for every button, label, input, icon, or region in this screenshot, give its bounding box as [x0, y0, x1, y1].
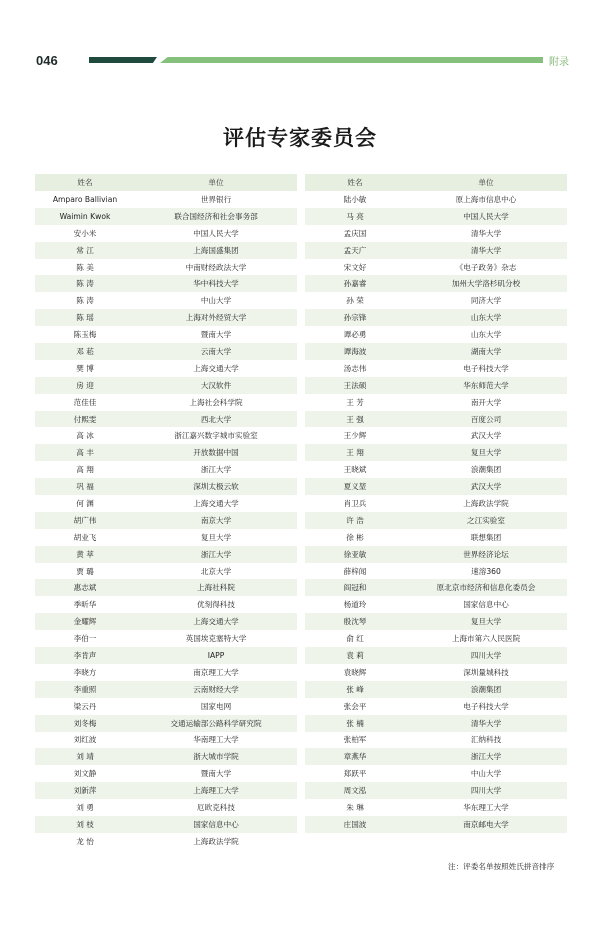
member-name: 刘文静	[35, 765, 135, 782]
member-name: 何 渊	[35, 495, 135, 512]
member-name: 王 强	[305, 411, 405, 428]
table-row	[305, 664, 567, 681]
member-name: 杨道玲	[305, 596, 405, 613]
member-name: Waimin Kwok	[35, 208, 135, 225]
table-row	[305, 563, 567, 580]
member-name: 黄 萃	[35, 546, 135, 563]
member-name: 王少辉	[305, 427, 405, 444]
table-row	[305, 394, 567, 411]
committee-table-left	[35, 174, 297, 850]
member-unit: 国家信息中心	[135, 816, 297, 833]
table-row	[35, 782, 297, 799]
table-header-row	[305, 174, 567, 191]
member-name: 阎冠和	[305, 579, 405, 596]
table-row	[35, 495, 297, 512]
member-unit: 北京大学	[135, 563, 297, 580]
page-title: 评估专家委员会	[223, 126, 377, 150]
header-bar-dark	[89, 57, 157, 63]
member-unit: 上海交通大学	[135, 360, 297, 377]
member-name: 张会平	[305, 698, 405, 715]
member-unit: 中南财经政法大学	[135, 259, 297, 276]
table-row	[35, 444, 297, 461]
table-row	[305, 343, 567, 360]
member-name: 汤志伟	[305, 360, 405, 377]
member-unit: 云南财经大学	[135, 681, 297, 698]
member-name: 周文泓	[305, 782, 405, 799]
member-name: 薛梓闻	[305, 563, 405, 580]
member-name: 夏义堃	[305, 478, 405, 495]
member-name: 李肯声	[35, 647, 135, 664]
table-row	[35, 816, 297, 833]
member-unit: 深圳量城科技	[405, 664, 567, 681]
member-unit: 浙大城市学院	[135, 748, 297, 765]
member-unit: 中国人民大学	[135, 225, 297, 242]
footnote: 注：评委名单按照姓氏拼音排序	[448, 862, 555, 871]
table-row	[35, 309, 297, 326]
member-name: 陆小敏	[305, 191, 405, 208]
member-unit: 联想集团	[405, 529, 567, 546]
table-row	[35, 596, 297, 613]
table-header-row	[35, 174, 297, 191]
table-row	[305, 732, 567, 749]
member-name: 刘冬梅	[35, 715, 135, 732]
table-row	[305, 546, 567, 563]
member-name: 陈 瑶	[35, 309, 135, 326]
table-row	[35, 275, 297, 292]
member-name: 王 芳	[305, 394, 405, 411]
member-name: 宋文好	[305, 259, 405, 276]
table-row	[305, 309, 567, 326]
table-row	[35, 427, 297, 444]
member-unit: 国家电网	[135, 698, 297, 715]
member-unit: 云南大学	[135, 343, 297, 360]
member-unit: 西北大学	[135, 411, 297, 428]
member-unit: 四川大学	[405, 782, 567, 799]
member-unit: 交通运输部公路科学研究院	[135, 715, 297, 732]
member-unit: 华中科技大学	[135, 275, 297, 292]
member-name: 袁 莉	[305, 647, 405, 664]
table-row	[305, 478, 567, 495]
table-row	[305, 613, 567, 630]
table-row	[305, 326, 567, 343]
member-name: 孟天广	[305, 242, 405, 259]
member-unit: 英国埃克塞特大学	[135, 630, 297, 647]
member-unit: 加州大学洛杉矶分校	[405, 275, 567, 292]
member-name: 张 楠	[305, 715, 405, 732]
member-name: 李伯一	[35, 630, 135, 647]
table-row	[35, 326, 297, 343]
member-unit: 南开大学	[405, 394, 567, 411]
member-unit: 浙江大学	[135, 546, 297, 563]
member-name: 王晓斌	[305, 461, 405, 478]
member-unit: 上海政法学院	[405, 495, 567, 512]
committee-table-right	[305, 174, 567, 833]
member-unit: 开放数据中国	[135, 444, 297, 461]
member-unit: 山东大学	[405, 326, 567, 343]
member-name: 马 亮	[305, 208, 405, 225]
table-row	[35, 461, 297, 478]
member-name: 金耀辉	[35, 613, 135, 630]
member-name: 王法硕	[305, 377, 405, 394]
table-row	[305, 461, 567, 478]
table-row	[35, 225, 297, 242]
member-unit: 武汉大学	[405, 427, 567, 444]
member-unit: 浙江大学	[405, 748, 567, 765]
table-row	[35, 478, 297, 495]
table-row	[35, 698, 297, 715]
table-row	[35, 512, 297, 529]
member-name: 殷沈琴	[305, 613, 405, 630]
member-unit: 上海社会科学院	[135, 394, 297, 411]
table-row	[35, 242, 297, 259]
table-row	[305, 411, 567, 428]
member-name: 孙宗锋	[305, 309, 405, 326]
member-name: 付熙雯	[35, 411, 135, 428]
member-name: 高 冰	[35, 427, 135, 444]
table-row	[35, 579, 297, 596]
member-name: 李重照	[35, 681, 135, 698]
member-unit: 华东师范大学	[405, 377, 567, 394]
member-unit: 同济大学	[405, 292, 567, 309]
table-row	[305, 208, 567, 225]
table-row	[305, 259, 567, 276]
table-row	[305, 512, 567, 529]
member-unit: 复旦大学	[135, 529, 297, 546]
member-unit: 暨南大学	[135, 326, 297, 343]
member-unit: 中山大学	[405, 765, 567, 782]
unit-column-header: 单位	[405, 174, 567, 191]
member-name: 胡广伟	[35, 512, 135, 529]
table-row	[35, 191, 297, 208]
member-name: 张柏军	[305, 732, 405, 749]
member-unit: 华南理工大学	[135, 732, 297, 749]
table-body-right	[305, 191, 567, 833]
member-name: 谭必勇	[305, 326, 405, 343]
member-name: 王 翔	[305, 444, 405, 461]
member-unit: 上海理工大学	[135, 782, 297, 799]
member-unit: 上海国盛集团	[135, 242, 297, 259]
member-unit: 清华大学	[405, 242, 567, 259]
member-unit: 中山大学	[135, 292, 297, 309]
member-unit: 华东理工大学	[405, 799, 567, 816]
member-name: 许 浩	[305, 512, 405, 529]
table-row	[305, 782, 567, 799]
member-name: 常 江	[35, 242, 135, 259]
member-unit: 浙江大学	[135, 461, 297, 478]
table-row	[35, 664, 297, 681]
member-unit: 百度公司	[405, 411, 567, 428]
member-name: 孟庆国	[305, 225, 405, 242]
table-row	[305, 242, 567, 259]
member-unit: 上海社科院	[135, 579, 297, 596]
member-name: 朱 琳	[305, 799, 405, 816]
table-row	[305, 427, 567, 444]
table-row	[305, 292, 567, 309]
table-row	[305, 495, 567, 512]
member-unit: 《电子政务》杂志	[405, 259, 567, 276]
member-name: 孙嘉睿	[305, 275, 405, 292]
member-name: 陈 涛	[35, 275, 135, 292]
member-name: 范佳佳	[35, 394, 135, 411]
section-label: 附录	[549, 57, 569, 68]
member-unit: 暨南大学	[135, 765, 297, 782]
member-name: 肖卫兵	[305, 495, 405, 512]
table-row	[35, 799, 297, 816]
unit-column-header: 单位	[135, 174, 297, 191]
member-name: 安小米	[35, 225, 135, 242]
table-row	[305, 715, 567, 732]
member-unit: 速溶360	[405, 563, 567, 580]
member-unit: 湖南大学	[405, 343, 567, 360]
member-name: 孙 荣	[305, 292, 405, 309]
member-name: 俞 红	[305, 630, 405, 647]
member-unit: 深圳太极云软	[135, 478, 297, 495]
table-row	[305, 225, 567, 242]
member-unit: 山东大学	[405, 309, 567, 326]
table-row	[305, 816, 567, 833]
table-row	[35, 630, 297, 647]
member-unit: 中国人民大学	[405, 208, 567, 225]
member-name: 胡业飞	[35, 529, 135, 546]
member-name: 徐 彬	[305, 529, 405, 546]
member-unit: 四川大学	[405, 647, 567, 664]
table-row	[35, 377, 297, 394]
table-row	[305, 529, 567, 546]
member-name: 高 丰	[35, 444, 135, 461]
table-row	[305, 799, 567, 816]
member-name: 龙 怡	[35, 833, 135, 850]
member-name: 陈玉梅	[35, 326, 135, 343]
member-name: 李晓方	[35, 664, 135, 681]
name-column-header: 姓名	[35, 174, 135, 191]
table-row	[305, 444, 567, 461]
table-row	[35, 259, 297, 276]
member-name: 季昕华	[35, 596, 135, 613]
member-name: 刘新萍	[35, 782, 135, 799]
member-name: 房 迎	[35, 377, 135, 394]
table-row	[35, 208, 297, 225]
member-unit: IAPP	[135, 647, 297, 664]
member-unit: 上海对外经贸大学	[135, 309, 297, 326]
table-row	[305, 698, 567, 715]
member-unit: 世界经济论坛	[405, 546, 567, 563]
member-name: 邓 菘	[35, 343, 135, 360]
member-name: 谭海波	[305, 343, 405, 360]
table-row	[35, 394, 297, 411]
table-row	[35, 647, 297, 664]
table-row	[35, 563, 297, 580]
member-unit: 浪潮集团	[405, 461, 567, 478]
page-number: 046	[36, 53, 58, 68]
member-name: 刘 枝	[35, 816, 135, 833]
member-name: 巩 福	[35, 478, 135, 495]
table-row	[35, 613, 297, 630]
table-row	[305, 765, 567, 782]
member-unit: 南京大学	[135, 512, 297, 529]
member-unit: 世界银行	[135, 191, 297, 208]
table-row	[35, 715, 297, 732]
member-unit: 上海市第六人民医院	[405, 630, 567, 647]
member-unit: 清华大学	[405, 225, 567, 242]
member-name: 袁晓辉	[305, 664, 405, 681]
member-name: 樊 博	[35, 360, 135, 377]
table-row	[305, 647, 567, 664]
member-unit: 大汉软件	[135, 377, 297, 394]
table-row	[35, 343, 297, 360]
member-unit: 浙江嘉兴数字城市实验室	[135, 427, 297, 444]
member-name: 章燕华	[305, 748, 405, 765]
member-name: 郑跃平	[305, 765, 405, 782]
member-name: 梁云丹	[35, 698, 135, 715]
table-row	[305, 681, 567, 698]
member-unit: 原北京市经济和信息化委员会	[405, 579, 567, 596]
member-unit: 优刻得科技	[135, 596, 297, 613]
member-unit: 电子科技大学	[405, 360, 567, 377]
member-unit: 上海政法学院	[135, 833, 297, 850]
member-name: 刘 勇	[35, 799, 135, 816]
table-row	[35, 529, 297, 546]
table-row	[35, 748, 297, 765]
table-body-left	[35, 191, 297, 850]
table-row	[35, 681, 297, 698]
table-row	[35, 360, 297, 377]
member-unit: 厄欧克科技	[135, 799, 297, 816]
table-row	[305, 191, 567, 208]
member-unit: 上海交通大学	[135, 495, 297, 512]
member-unit: 上海交通大学	[135, 613, 297, 630]
member-unit: 之江实验室	[405, 512, 567, 529]
table-row	[35, 765, 297, 782]
member-name: 陈 涛	[35, 292, 135, 309]
table-row	[305, 275, 567, 292]
member-name: 惠志斌	[35, 579, 135, 596]
header-bar-green	[160, 57, 543, 63]
table-row	[35, 546, 297, 563]
member-unit: 联合国经济和社会事务部	[135, 208, 297, 225]
table-row	[35, 411, 297, 428]
member-name: 高 翔	[35, 461, 135, 478]
member-name: 刘 靖	[35, 748, 135, 765]
member-unit: 复旦大学	[405, 613, 567, 630]
member-name: 庄国波	[305, 816, 405, 833]
member-name: 张 峰	[305, 681, 405, 698]
member-name: 陈 美	[35, 259, 135, 276]
member-name: 徐亚敏	[305, 546, 405, 563]
member-name: 贾 璐	[35, 563, 135, 580]
table-row	[305, 748, 567, 765]
member-unit: 电子科技大学	[405, 698, 567, 715]
table-row	[305, 630, 567, 647]
member-unit: 清华大学	[405, 715, 567, 732]
member-unit: 南京邮电大学	[405, 816, 567, 833]
member-name: 刘红波	[35, 732, 135, 749]
member-unit: 原上海市信息中心	[405, 191, 567, 208]
member-unit: 南京理工大学	[135, 664, 297, 681]
member-unit: 浪潮集团	[405, 681, 567, 698]
table-row	[35, 292, 297, 309]
table-row	[305, 596, 567, 613]
table-row	[305, 579, 567, 596]
member-name: Amparo Ballivian	[35, 191, 135, 208]
name-column-header: 姓名	[305, 174, 405, 191]
table-row	[35, 833, 297, 850]
member-unit: 国家信息中心	[405, 596, 567, 613]
member-unit: 汇纳科技	[405, 732, 567, 749]
member-unit: 复旦大学	[405, 444, 567, 461]
table-row	[305, 377, 567, 394]
table-row	[35, 732, 297, 749]
member-unit: 武汉大学	[405, 478, 567, 495]
table-row	[305, 360, 567, 377]
